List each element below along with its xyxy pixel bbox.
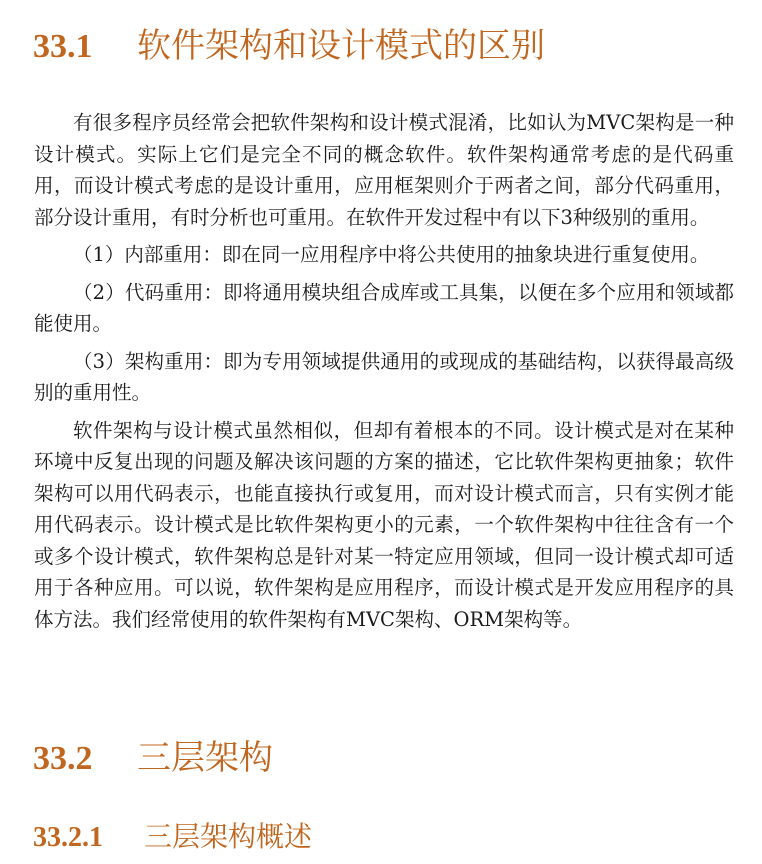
section-number: 33.2 (33, 740, 93, 777)
subsection-heading-33-2-1 (33, 816, 312, 859)
section-title: 三层架构 (137, 738, 273, 778)
section-heading-33-1 (33, 22, 545, 71)
section-number: 33.1 (33, 28, 93, 65)
paragraph-intro: 有很多程序员经常会把软件架构和设计模式混淆，比如认为MVC架构是一种设计模式。实际上它们是完全不同的概念软件。软件架构通常考虑的是代码重用，而设计模式考虑的是设计重用，应用框架则介于两者之间，部分代码重用，部分设计重用，有时分析也可重用。在软件开发过程中有以下3种级别的重用。 (34, 111, 734, 229)
subsection-title: 三层架构概述 (144, 820, 313, 853)
section-heading-33-2 (33, 734, 273, 783)
section-title: 软件架构和设计模式的区别 (137, 26, 545, 66)
subsection-number: 33.2.1 (33, 822, 103, 853)
paragraph-comparison: 软件架构与设计模式虽然相似，但却有着根本的不同。设计模式是对在某种环境中反复出现的问题及解决该问题的方案的描述，它比软件架构更抽象；软件架构可以用代码表示，也能直接执行或复用，而对设计模式而言，只有实例才能用代码表示。设计模式是比软件架构更小的元素，一个软件架构中往往含有一个或多个设计模式，软件架构总是针对某一特定应用领域，但同一设计模式却可适用于各种应用。可以说，软件架构是应用程序，而设计模式是开发应用程序的具体方法。我们经常使用的软件架构有MVC架构、ORM架构等。 (34, 418, 734, 631)
paragraph-internal-reuse: （1）内部重用：即在同一应用程序中将公共使用的抽象块进行重复使用。 (73, 243, 710, 266)
paragraph-code-reuse: （2）代码重用：即将通用模块组合成库或工具集，以便在多个应用和领域都能使用。 (34, 280, 734, 335)
paragraph-architecture-reuse: （3）架构重用：即为专用领域提供通用的或现成的基础结构，以获得最高级别的重用性。 (34, 349, 734, 404)
section-body (34, 107, 734, 641)
